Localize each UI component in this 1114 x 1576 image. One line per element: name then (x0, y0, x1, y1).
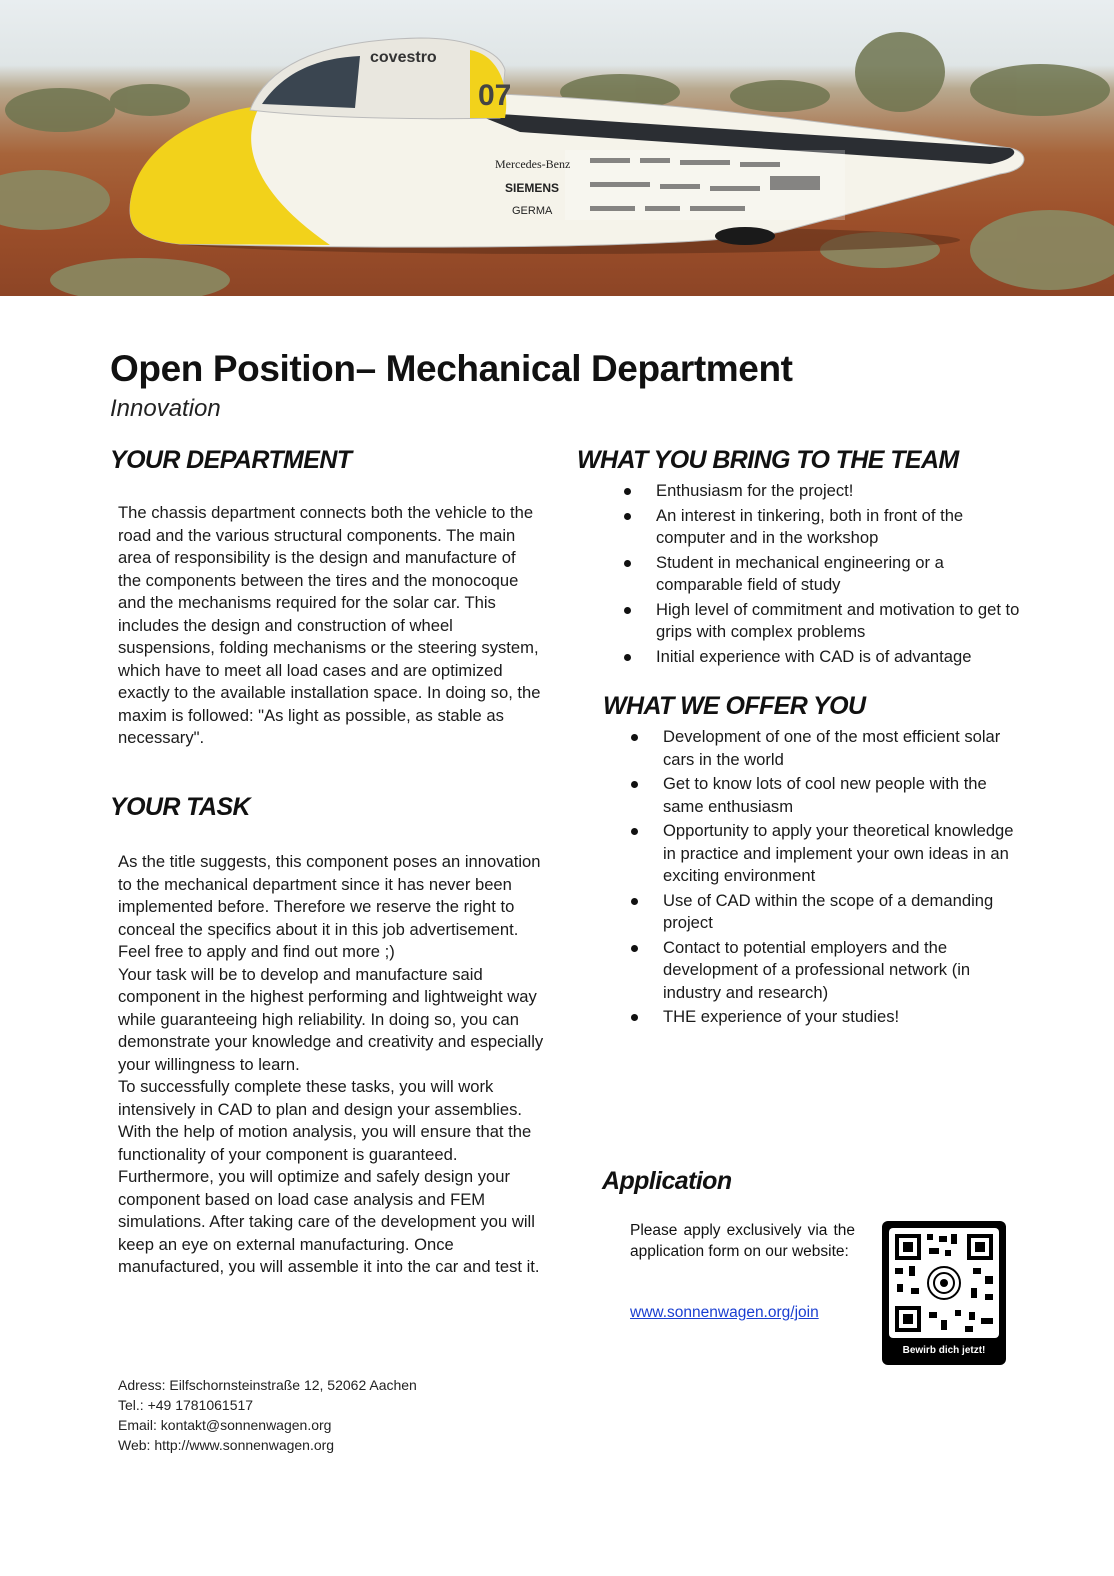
sponsor-siemens: SIEMENS (505, 181, 560, 195)
application-link[interactable]: www.sonnenwagen.org/join (630, 1304, 819, 1321)
list-item: Use of CAD within the scope of a demanding project (629, 890, 1029, 935)
qr-code[interactable] (882, 1221, 1006, 1365)
sponsor-covestro: covestro (370, 49, 437, 66)
department-text: The chassis department connects both the vehicle to the road and the various structural components. The main area of responsibility is the design and manufacture of the components between the tires and the monocoque and the mechanisms required for the solar car. This includes the design and construction of wheel suspensions, folding mechanisms or the steering system, which have to meet all load cases and are optimized exactly to the available installation space. In doing so, the maxim is followed: "As light as possible, as stable as necessary". (118, 503, 541, 747)
list-item: THE experience of your studies! (629, 1006, 1029, 1029)
list-item: Get to know lots of cool new people with the same enthusiasm (629, 773, 1029, 818)
sponsor-mercedes: Mercedes-Benz (495, 157, 571, 171)
qr-caption: Bewirb dich jetzt! (902, 1345, 986, 1356)
list-item: Student in mechanical engineering or a comparable field of study (622, 552, 1022, 597)
task-heading: YOUR TASK (110, 793, 250, 821)
page-subtitle: Innovation (110, 395, 221, 422)
car-number: 07 (478, 79, 512, 112)
contact-web: Web: http://www.sonnenwagen.org (118, 1437, 335, 1453)
qr-code-icon (889, 1228, 999, 1338)
page-title: Open Position– Mechanical Department (110, 348, 793, 389)
list-item: High level of commitment and motivation to get to grips with complex problems (622, 599, 1022, 644)
task-paragraph: As the title suggests, this component poses an innovation to the mechanical department since it has never been implemented before. Therefore we reserve the right to conceal the specifics about it in this job advertisement. Feel free to apply and find out more ;) (118, 852, 541, 961)
task-paragraph: Your task will be to develop and manufacture said component in the highest performing and lightweight way while guaranteeing high reliability. In doing so, you can demonstrate your knowledge and creativity and especially your willingness to learn. (118, 964, 544, 1074)
application-heading: Application (602, 1167, 732, 1195)
list-item: Development of one of the most efficient solar cars in the world (629, 726, 1029, 771)
department-heading: YOUR DEPARTMENT (110, 446, 352, 474)
solar-car-illustration (0, 0, 1114, 296)
offer-heading: WHAT WE OFFER YOU (603, 692, 866, 720)
list-item: Enthusiasm for the project! (622, 480, 1022, 503)
hero-image (0, 0, 1114, 296)
qr-pattern (889, 1228, 999, 1338)
list-item: Initial experience with CAD is of advantage (622, 646, 1022, 669)
contact-email: Email: kontakt@sonnenwagen.org (118, 1417, 332, 1433)
task-paragraph: To successfully complete these tasks, you will work intensively in CAD to plan and design your assemblies. With the help of motion analysis, you will ensure that the functionality of your component is guaranteed. Furthermore, you will optimize and safely design your component based on load case analysis and FEM simulations. After taking care of the development you will keep an eye on external manufacturing. Once manufactured, you will assemble it into the car and test it. (118, 1077, 540, 1276)
contact-block (118, 1375, 417, 1455)
task-text (118, 851, 548, 1279)
contact-address: Adress: Eilfschornsteinstraße 12, 52062 Aachen (118, 1377, 417, 1393)
list-item: An interest in tinkering, both in front of the computer and in the workshop (622, 505, 1022, 550)
list-item: Contact to potential employers and the development of a professional network (in industry and research) (629, 937, 1029, 1005)
bring-list (622, 480, 1022, 670)
bring-heading: WHAT YOU BRING TO THE TEAM (577, 446, 959, 474)
application-text: Please apply exclusively via the application form on our website: (630, 1222, 855, 1260)
list-item: Opportunity to apply your theoretical knowledge in practice and implement your own ideas in an exciting environment (629, 820, 1029, 888)
sponsor-germa: GERMA (512, 205, 553, 217)
offer-list (629, 726, 1029, 1031)
contact-phone: Tel.: +49 1781061517 (118, 1397, 254, 1413)
